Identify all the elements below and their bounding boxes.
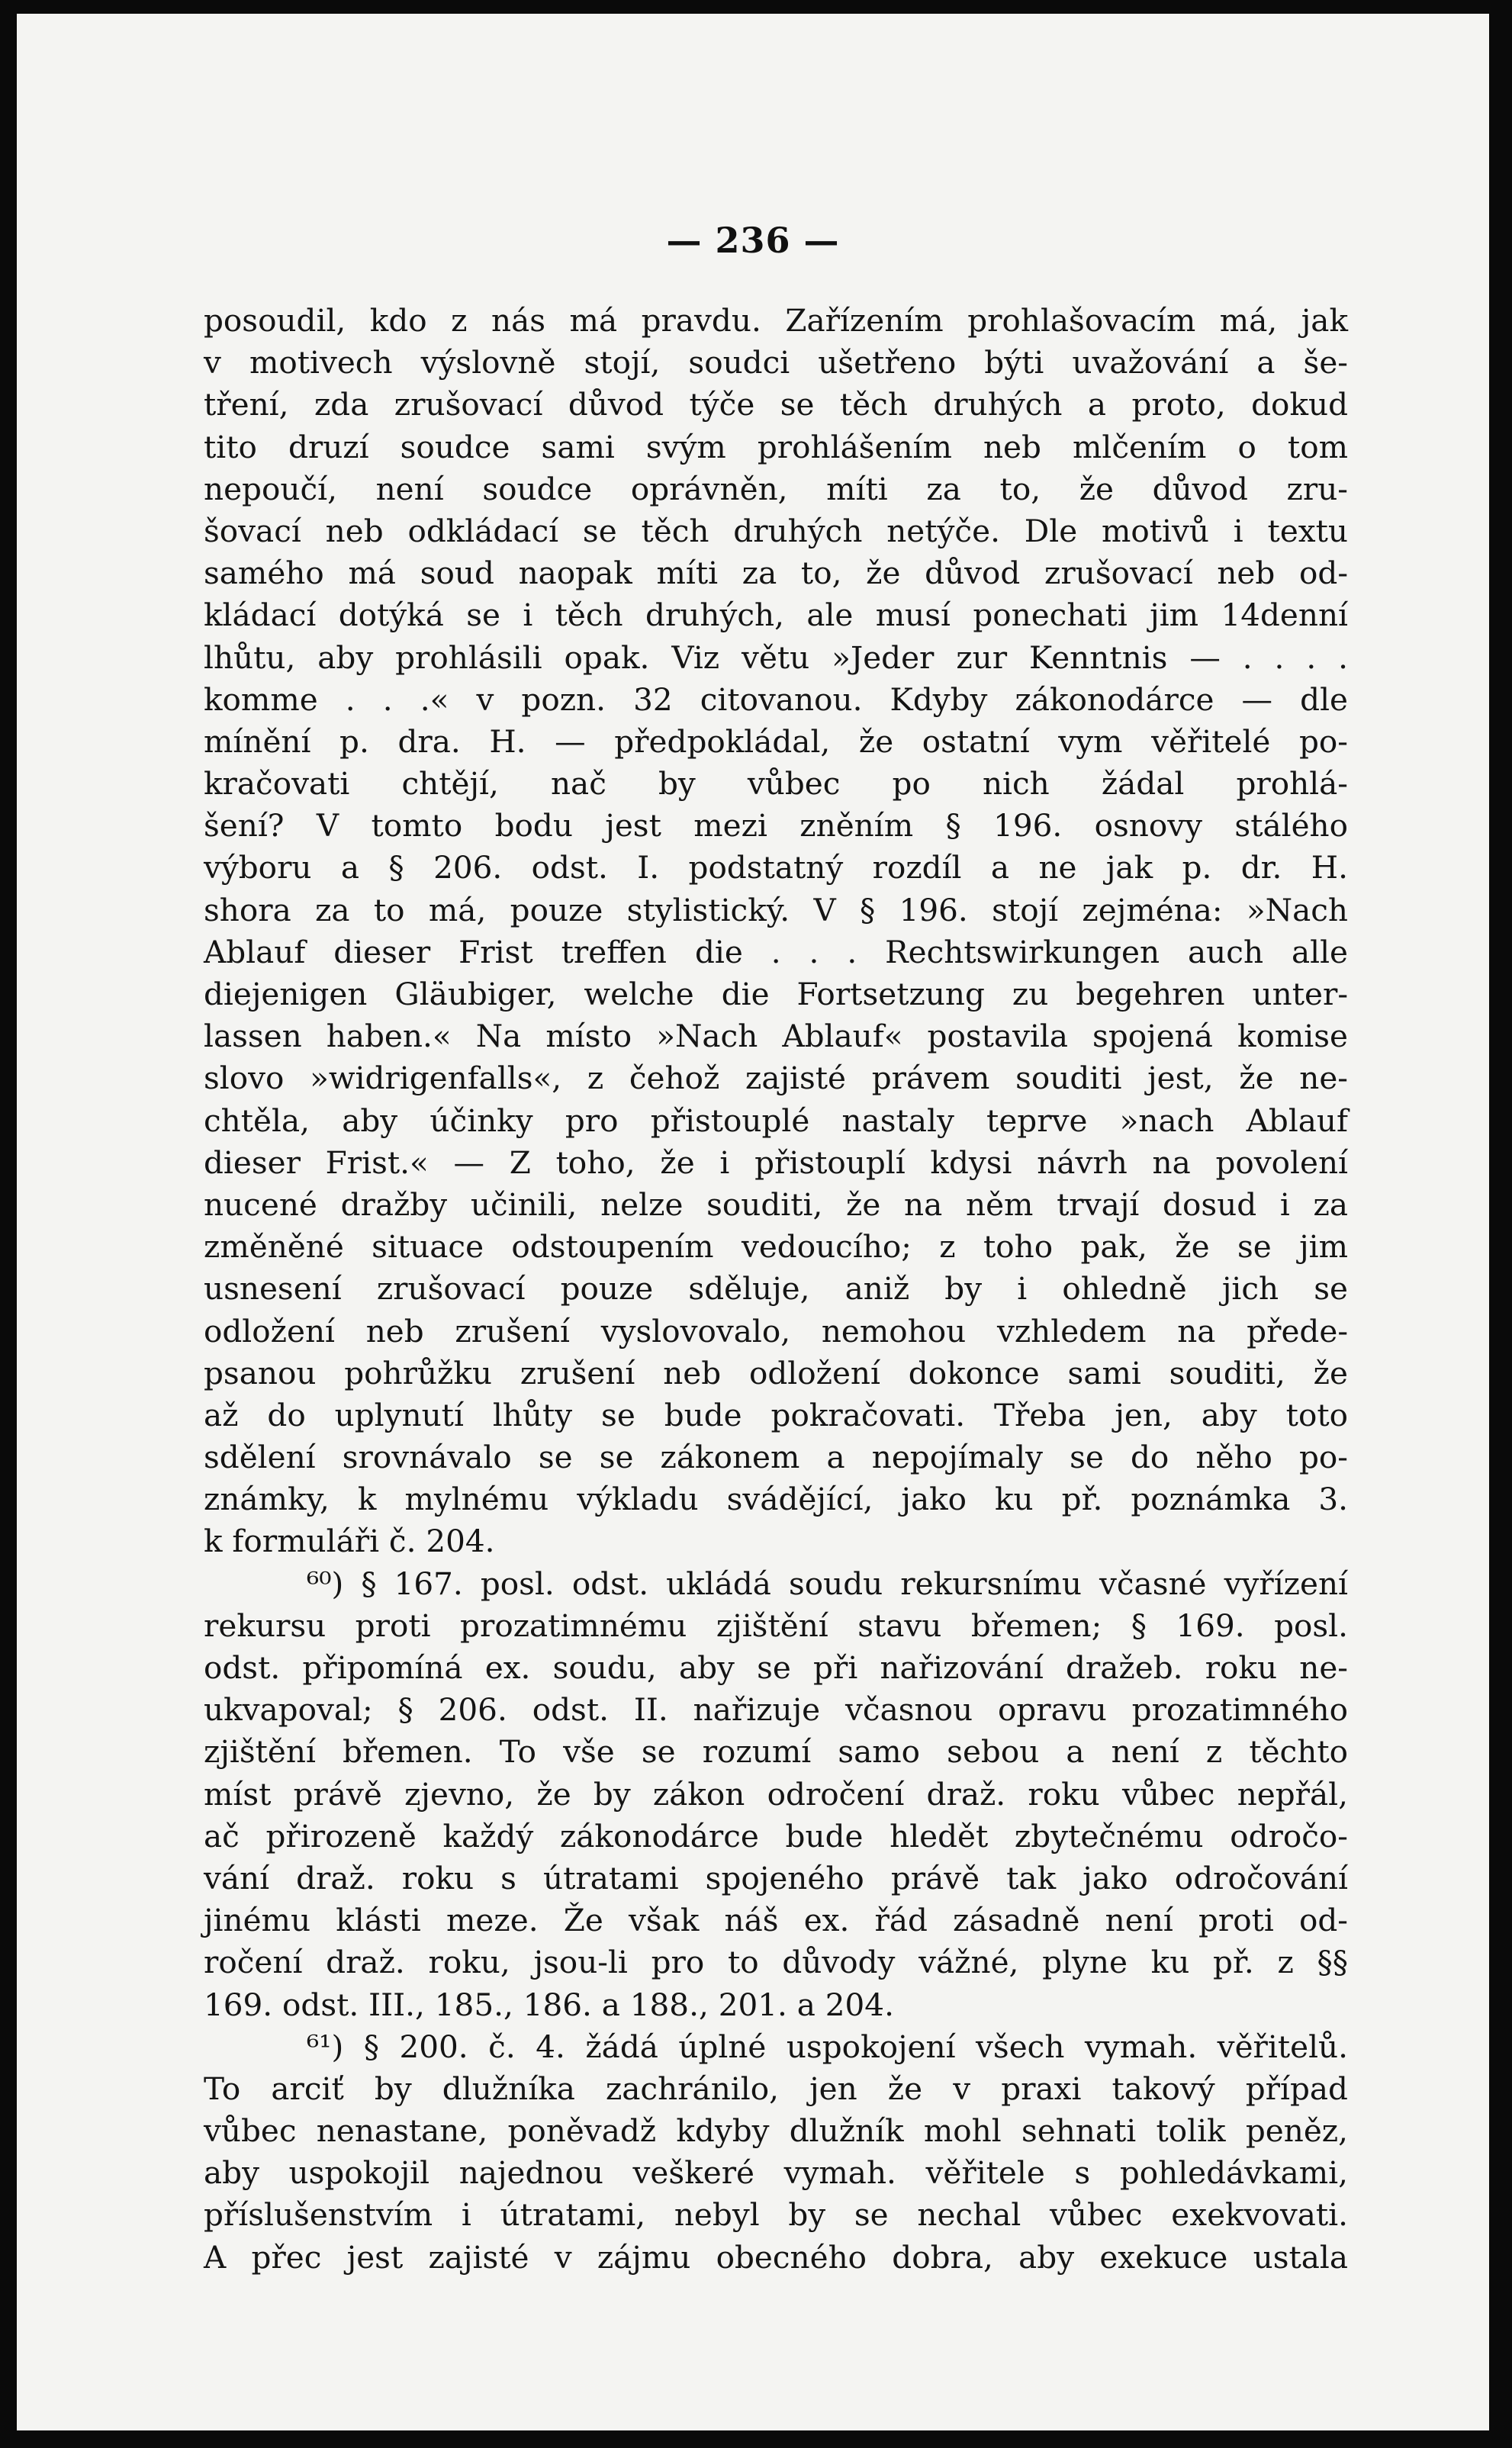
book-page [17,14,1489,2430]
text-line: změněné situace odstoupením vedoucího; z toho pak, že se jim [204,1228,1348,1266]
text-line: výboru a § 206. odst. I. podstatný rozdíl a ne jak p. dr. H. [204,849,1348,886]
text-line: A přec jest zajisté v zájmu obecného dobra, aby exekuce ustala [204,2238,1348,2276]
text-line: posoudil, kdo z nás má pravdu. Zařízením prohlašovacím má, jak [204,302,1348,339]
text-line: příslušenstvím i útratami, nebyl by se nechal vůbec exekvovati. [204,2196,1348,2234]
text-line: diejenigen Gläubiger, welche die Fortsetzung zu begehren unter- [204,976,1348,1012]
text-line: šovací neb odkládací se těch druhých netýče. Dle motivů i textu [204,512,1348,549]
text-line: míst právě zjevno, že by zákon odročení draž. roku vůbec nepřál, [204,1775,1348,1813]
text-line: ročení draž. roku, jsou-li pro to důvody vážné, plyne ku př. z §§ [204,1944,1348,1981]
text-line: Ablauf dieser Frist treffen die . . . Rechtswirkungen auch alle [204,933,1348,970]
text-line: kládací dotýká se i těch druhých, ale musí ponechati jim 14denní [204,597,1348,634]
text-line: dieser Frist.« — Z toho, že i přistouplí kdysi návrh na povolení [204,1144,1348,1181]
text-line: lhůtu, aby prohlásili opak. Viz větu »Jeder zur Kenntnis — . . . . [204,639,1348,676]
text-line: chtěla, aby účinky pro přistouplé nastaly teprve »nach Ablauf [204,1102,1348,1139]
text-line: lassen haben.« Na místo »Nach Ablauf« postavila spojená komise [204,1018,1348,1055]
body-text [204,300,1348,2279]
text-line: vání draž. roku s útratami spojeného právě tak jako odročování [204,1859,1348,1896]
text-line: psanou pohrůžku zrušení neb odložení dokonce sami souditi, že [204,1354,1348,1391]
text-line: v motivech výslovně stojí, soudci ušetřeno býti uvažování a še- [204,344,1348,381]
text-line: 169. odst. III., 185., 186. a 188., 201. a 204. [204,1986,894,2023]
text-line: jinému klásti meze. Že však náš ex. řád zásadně není proti od- [204,1902,1348,1939]
text-line: rekursu proti prozatimnému zjištění stavu břemen; § 169. posl. [204,1607,1348,1644]
text-line: tito druzí soudce sami svým prohlášením neb mlčením o tom [204,428,1348,465]
text-line: slovo »widrigenfalls«, z čehož zajisté právem souditi jest, že ne- [204,1060,1348,1097]
text-line: známky, k mylnému výkladu svádějící, jako ku př. poznámka 3. [204,1481,1348,1518]
text-line: ač přirozeně každý zákonodárce bude hledět zbytečnému odročo- [204,1817,1348,1854]
text-line: nepoučí, není soudce oprávněn, míti za to, že důvod zru- [204,470,1348,507]
text-line: komme . . .« v pozn. 32 citovanou. Kdyby zákonodárce — dle [204,680,1348,718]
text-line: vůbec nenastane, poněvadž kdyby dlužník mohl sehnati tolik peněz, [204,2112,1348,2150]
text-line: To arciť by dlužníka zachránilo, jen že v praxi takový případ [204,2070,1348,2107]
text-line: tření, zda zrušovací důvod týče se těch druhých a proto, dokud [204,386,1348,423]
text-line: šení? V tomto bodu jest mezi zněním § 196. osnovy stálého [204,807,1348,844]
text-line: odst. připomíná ex. soudu, aby se při nařizování dražeb. roku ne- [204,1649,1348,1686]
text-line: nucené dražby učinili, nelze souditi, že na něm trvají dosud i za [204,1185,1348,1223]
text-line: sdělení srovnávalo se se zákonem a nepojímaly se do něho po- [204,1439,1348,1476]
text-line: ⁶⁰) § 167. posl. odst. ukládá soudu rekursnímu včasné vyřízení [307,1565,1348,1602]
text-line: shora za to má, pouze stylistický. V § 196. stojí zejména: »Nach [204,891,1348,928]
text-line: ukvapoval; § 206. odst. II. nařizuje včasnou opravu prozatimného [204,1691,1348,1729]
text-line: kračovati chtějí, nač by vůbec po nich žádal prohlá- [204,765,1348,803]
text-line: zjištění břemen. To vše se rozumí samo sebou a není z těchto [204,1733,1348,1771]
text-line: samého má soud naopak míti za to, že důvod zrušovací neb od- [204,555,1348,592]
text-line: až do uplynutí lhůty se bude pokračovati. Třeba jen, aby toto [204,1396,1348,1433]
text-line: k formuláři č. 204. [204,1523,495,1560]
text-line: usnesení zrušovací pouze sděluje, aniž by i ohledně jich se [204,1270,1348,1308]
text-line: aby uspokojil najednou veškeré vymah. věřitele s pohledávkami, [204,2154,1348,2192]
text-line: mínění p. dra. H. — předpokládal, že ostatní vym věřitelé po- [204,722,1348,760]
text-line: ⁶¹) § 200. č. 4. žádá úplné uspokojení všech vymah. věřitelů. [307,2028,1348,2065]
text-line: odložení neb zrušení vyslovovalo, nemohou vzhledem na přede- [204,1312,1348,1349]
page-number: — 236 — [666,220,840,261]
